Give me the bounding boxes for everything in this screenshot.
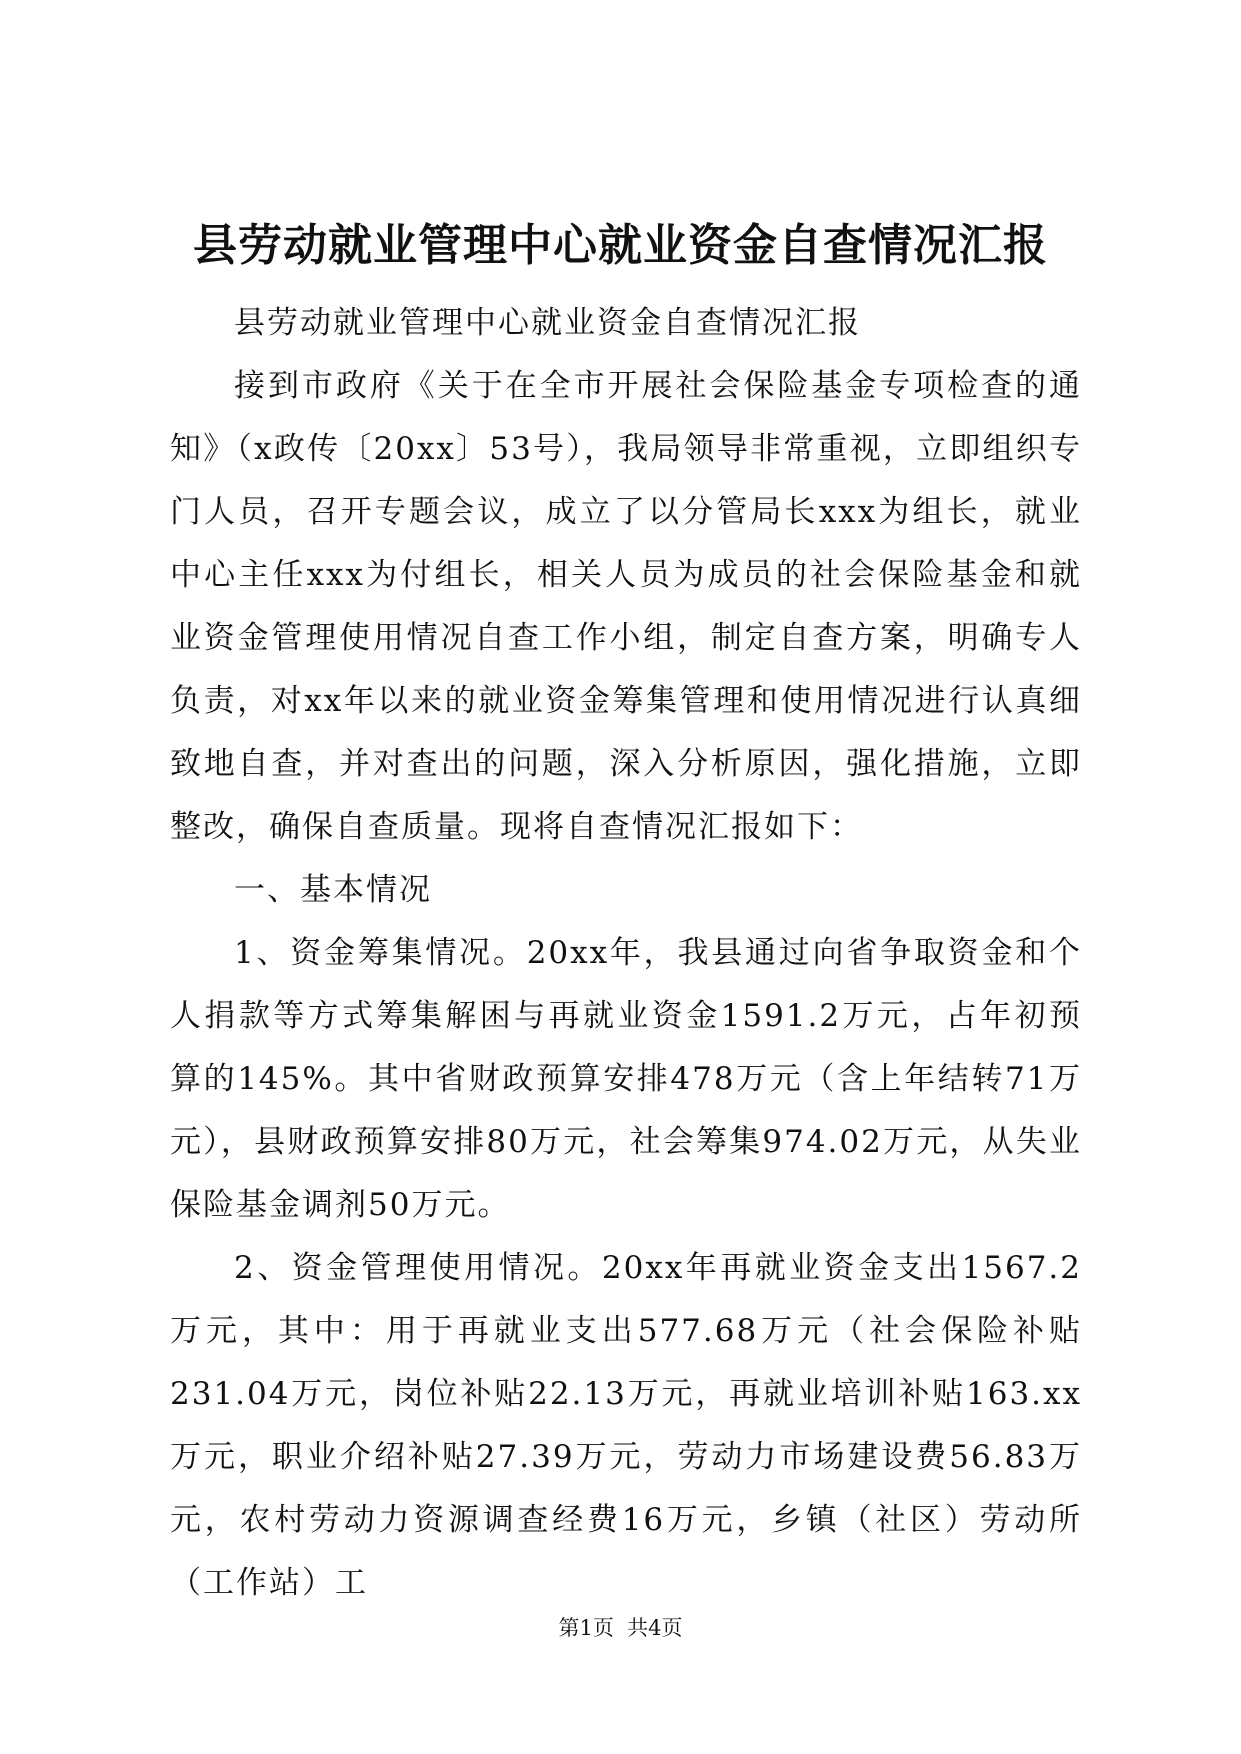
subtitle-paragraph: 县劳动就业管理中心就业资金自查情况汇报 [234, 305, 861, 341]
section-heading: 一、基本情况 [234, 872, 432, 908]
intro-paragraph: 接到市政府《关于在全市开展社会保险基金专项检查的通知》（x政传〔20xx〕53号），我局领导非常重视，立即组织专门人员，召开专题会议，成立了以分管局长xxx为组长，就业中心主任xxx为付组长，相关人员为成员的社会保险基金和就业资金管理使用情况自查工作小组，制定自查方案，明确专人负责，对xx年以来的就业资金筹集管理和使用情况进行认真细致地自查，并对查出的问题，深入分析原因，强化措施，立即整改，确保自查质量。现将自查情况汇报如下： [170, 368, 1082, 845]
page-label-prefix: 第 [558, 1616, 580, 1640]
usage-paragraph: 2、资金管理使用情况。20xx年再就业资金支出1567.2万元，其中：用于再就业支出577.68万元（社会保险补贴231.04万元，岗位补贴22.13万元，再就业培训补贴163.xx万元，职业介绍补贴27.39万元，劳动力市场建设费56.83万元，农村劳动力资源调查经费16万元，乡镇（社区）劳动所（工作站）工 [170, 1250, 1082, 1601]
document-body [170, 292, 1082, 1615]
current-page-number: 1 [579, 1616, 593, 1640]
page-footer [0, 1614, 1241, 1642]
total-pages-number: 4 [648, 1616, 662, 1640]
funding-paragraph: 1、资金筹集情况。20xx年，我县通过向省争取资金和个人捐款等方式筹集解困与再就业资金1591.2万元，占年初预算的145%。其中省财政预算安排478万元（含上年结转71万元），县财政预算安排80万元，社会筹集974.02万元，从失业保险基金调剂50万元。 [170, 935, 1082, 1223]
page-label-mid: 页 共 [592, 1616, 649, 1640]
page-label-suffix: 页 [661, 1616, 683, 1640]
document-title: 县劳动就业管理中心就业资金自查情况汇报 [193, 220, 1048, 271]
